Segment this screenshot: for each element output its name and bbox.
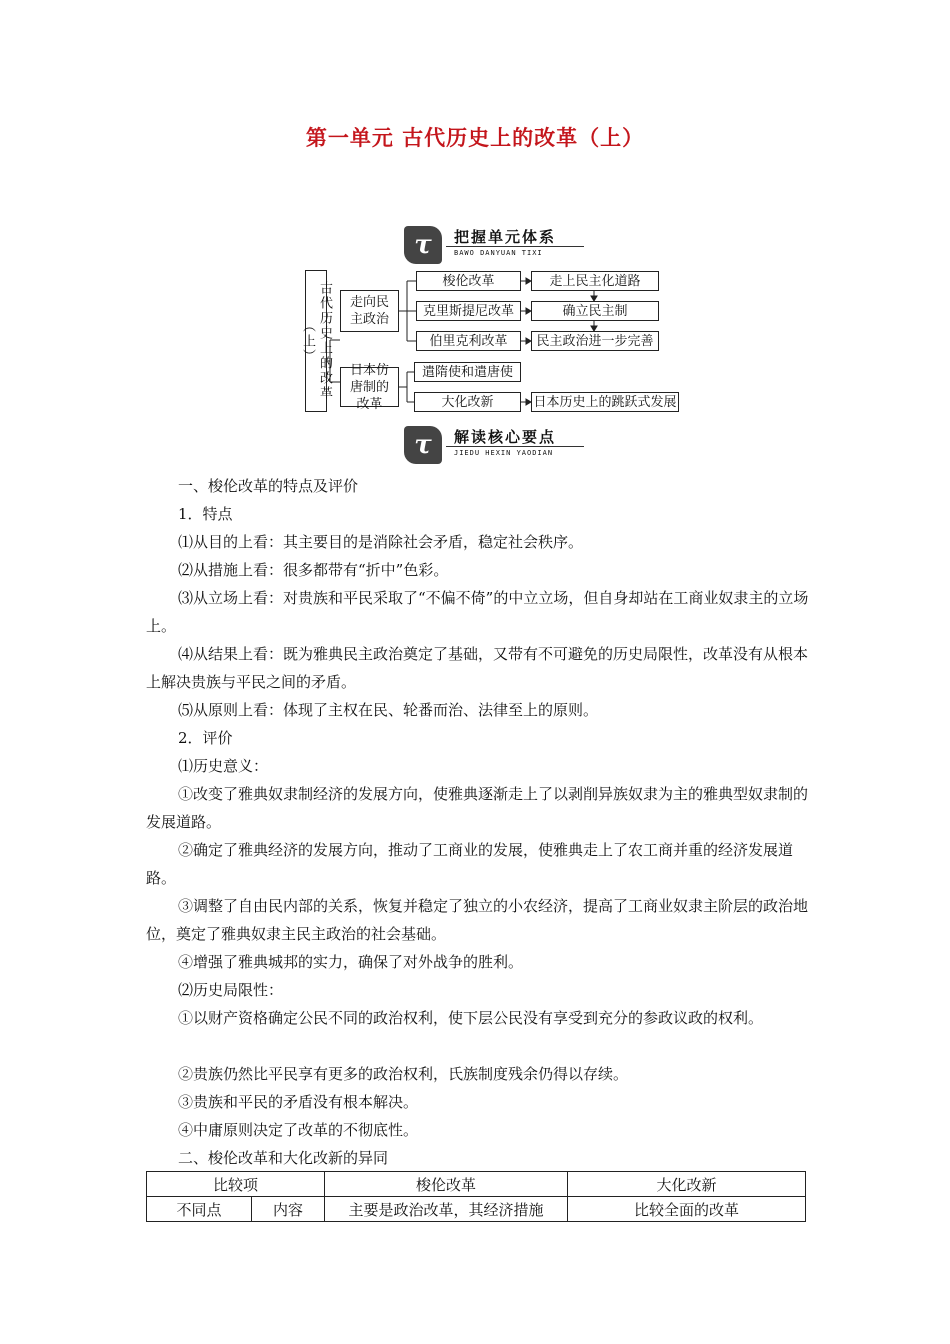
paragraph: ①改变了雅典奴隶制经济的发展方向，使雅典逐渐走上了以剥削异族奴隶为主的雅典型奴隶制的发展道路。 — [146, 785, 809, 831]
paragraph: ⑷从结果上看：既为雅典民主政治奠定了基础，又带有不可避免的历史局限性，改革没有从根本上解决贵族与平民之间的矛盾。 — [146, 645, 809, 691]
paragraph: ②贵族仍然比平民享有更多的政治权利，氏族制度残余仍得以存续。 — [178, 1065, 629, 1083]
diagram-branch-japan: 日本仿唐制的改革 — [340, 367, 399, 407]
banner-heading: 解读核心要点 — [454, 428, 557, 446]
paragraph: ⑵从措施上看：很多都带有“折中”色彩。 — [178, 561, 449, 579]
diagram-result-establish: 确立民主制 — [531, 301, 659, 321]
paragraph: ⑴从目的上看：其主要目的是消除社会矛盾，稳定社会秩序。 — [178, 533, 584, 551]
diagram-connectors — [0, 0, 950, 420]
paragraph: ②确定了雅典经济的发展方向，推动了工商业的发展，使雅典走上了农工商并重的经济发展道路。 — [146, 841, 794, 887]
paragraph: ④增强了雅典城邦的实力，确保了对外战争的胜利。 — [178, 953, 524, 971]
diagram-item-envoys: 遣隋使和遣唐使 — [414, 362, 521, 382]
diagram-item-taika: 大化改新 — [414, 392, 521, 412]
diagram-result-perfect: 民主政治进一步完善 — [531, 331, 659, 351]
table-row — [147, 1197, 806, 1222]
section-heading-1: 一、梭伦改革的特点及评价 — [178, 477, 359, 495]
banner-pinyin: BAWO DANYUAN TIXI — [454, 249, 543, 257]
paragraph: ⑶从立场上看：对贵族和平民采取了“不偏不倚”的中立立场，但自身却站在工商业奴隶主的立场上。 — [146, 589, 809, 635]
diagram-branch-democracy: 走向民主政治 — [340, 290, 399, 332]
table-cell: 主要是政治改革，其经济措施 — [325, 1197, 568, 1222]
subheading-evaluation: 2．评价 — [178, 729, 233, 747]
paragraph: ③贵族和平民的矛盾没有根本解决。 — [178, 1093, 419, 1111]
section-banner-core-points — [404, 424, 584, 468]
page-title: 第一单元 古代历史上的改革（上） — [305, 126, 645, 150]
table-header-cell: 比较项 — [147, 1172, 325, 1197]
diagram-item-solon: 梭伦改革 — [416, 271, 521, 291]
diagram-item-cleisthenes: 克里斯提尼改革 — [416, 301, 521, 321]
banner-pinyin: JIEDU HEXIN YAODIAN — [454, 449, 554, 457]
diagram-result-democratization: 走上民主化道路 — [531, 271, 659, 291]
table-header-cell: 大化改新 — [568, 1172, 806, 1197]
paragraph: ①以财产资格确定公民不同的政治权利，使下层公民没有享受到充分的参政议政的权利。 — [178, 1009, 764, 1027]
table-cell: 内容 — [252, 1197, 325, 1222]
table-header-cell: 梭伦改革 — [325, 1172, 568, 1197]
diagram-item-pericles: 伯里克利改革 — [416, 331, 521, 351]
section-logo-icon: τ — [404, 426, 442, 464]
paragraph: ③调整了自由民内部的关系，恢复并稳定了独立的小农经济，提高了工商业奴隶主阶层的政治地位，奠定了雅典奴隶主民主政治的社会基础。 — [146, 897, 809, 943]
banner-divider — [446, 446, 584, 447]
paragraph: ⑸从原则上看：体现了主权在民、轮番而治、法律至上的原则。 — [178, 701, 599, 719]
comparison-table — [146, 1171, 806, 1222]
subheading-features: 1．特点 — [178, 505, 233, 523]
paragraph: ④中庸原则决定了改革的不彻底性。 — [178, 1121, 419, 1139]
table-cell: 比较全面的改革 — [568, 1197, 806, 1222]
diagram-root: 古代历史上的改革（上） — [305, 270, 327, 412]
paragraph: ⑵历史局限性： — [178, 981, 284, 999]
section-logo-icon: τ — [404, 226, 442, 264]
table-header-row — [147, 1172, 806, 1197]
section-heading-2: 二、梭伦改革和大化改新的异同 — [178, 1149, 389, 1167]
paragraph: ⑴历史意义： — [178, 757, 269, 775]
banner-heading: 把握单元体系 — [454, 228, 557, 246]
diagram-result-japan-leap: 日本历史上的跳跃式发展 — [531, 392, 679, 412]
table-cell: 不同点 — [147, 1197, 252, 1222]
